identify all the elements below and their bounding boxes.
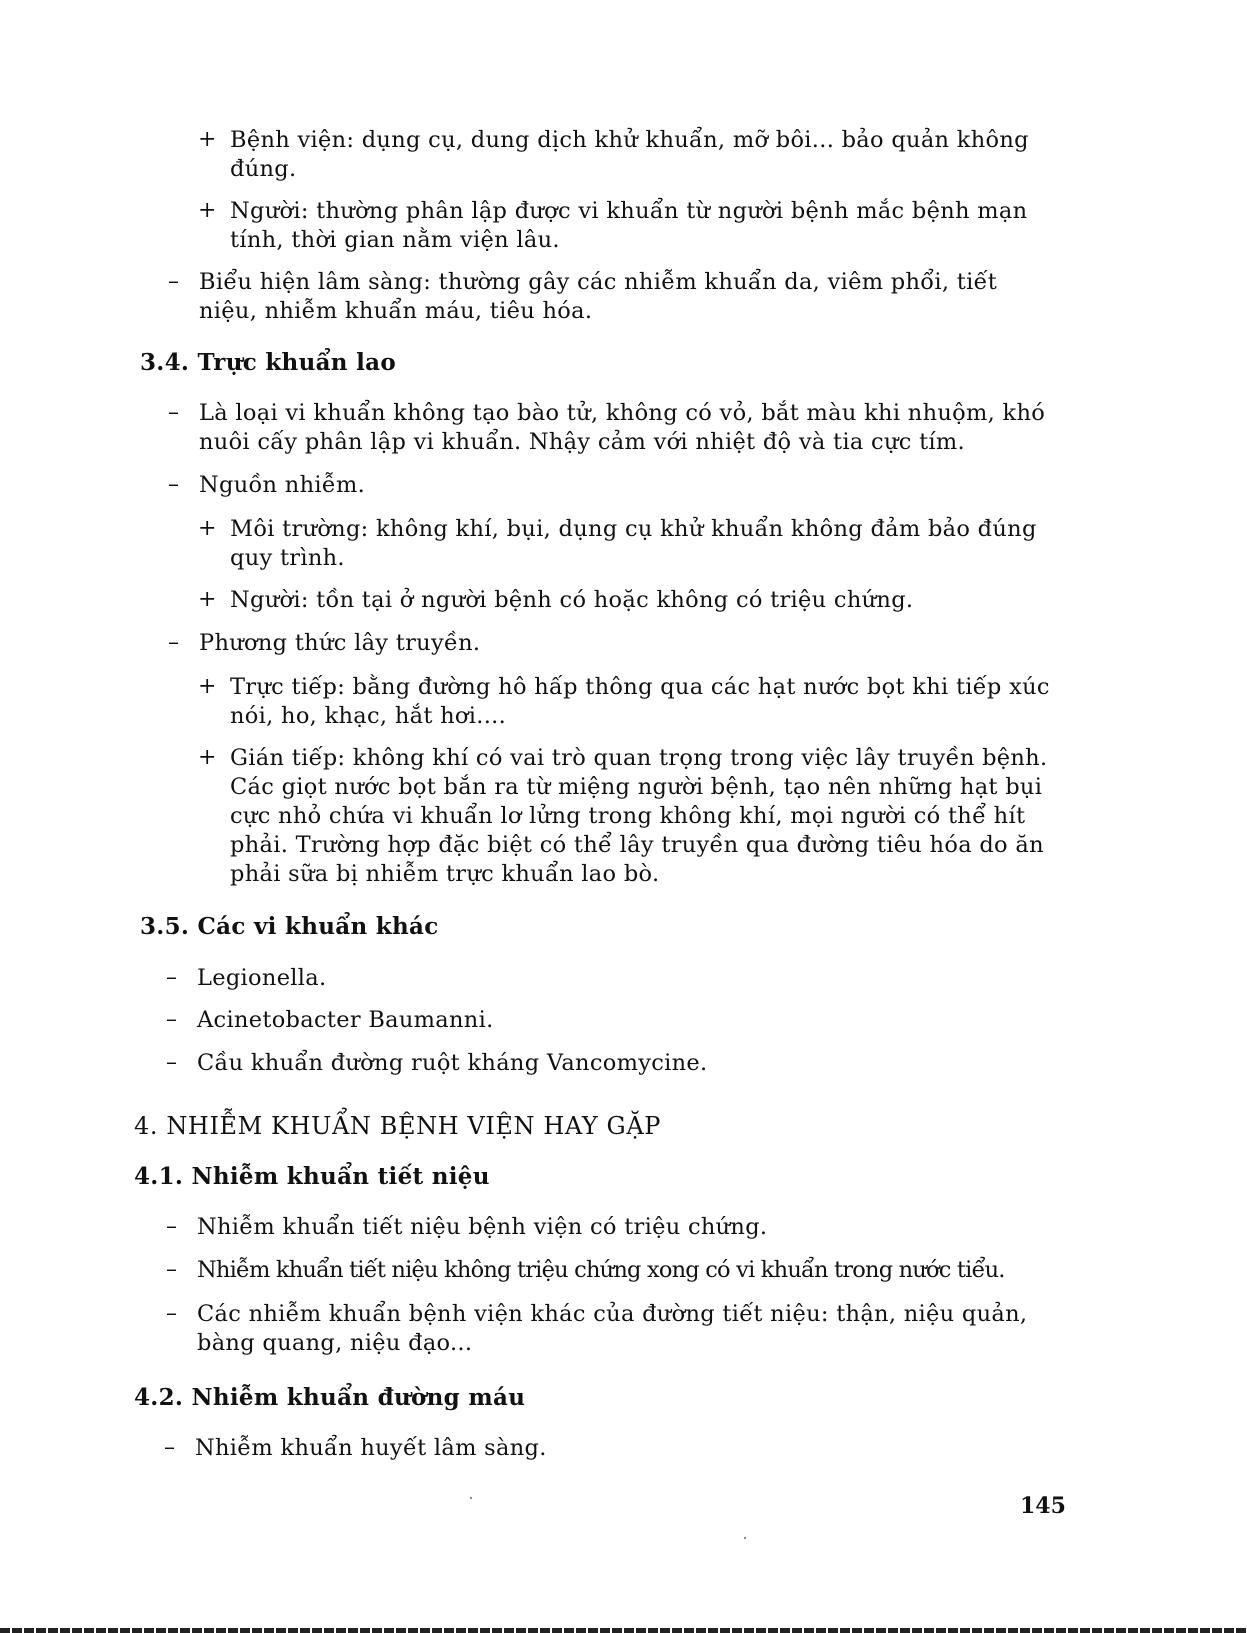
plus-marker: + xyxy=(198,198,217,223)
text-line: quy trình. xyxy=(230,545,345,571)
section-heading-4-1: 4.1. Nhiễm khuẩn tiết niệu xyxy=(134,1163,490,1190)
text-line: tính, thời gian nằm viện lâu. xyxy=(230,227,560,253)
dash-marker: – xyxy=(166,1214,177,1239)
text-line: Nhiễm khuẩn tiết niệu không triệu chứng xong có vi khuẩn trong nước tiểu. xyxy=(197,1257,1005,1283)
text-line: Nhiễm khuẩn tiết niệu bệnh viện có triệu chứng. xyxy=(197,1214,768,1240)
text-line: Môi trường: không khí, bụi, dụng cụ khử khuẩn không đảm bảo đúng xyxy=(230,516,1037,542)
dash-marker: – xyxy=(166,1007,177,1032)
text-line: niệu, nhiễm khuẩn máu, tiêu hóa. xyxy=(199,298,593,324)
text-line: cực nhỏ chứa vi khuẩn lơ lửng trong không khí, mọi người có thể hít xyxy=(230,803,1026,829)
text-line: Trực tiếp: bằng đường hô hấp thông qua các hạt nước bọt khi tiếp xúc xyxy=(230,674,1050,700)
plus-marker: + xyxy=(198,674,217,699)
text-line: Gián tiếp: không khí có vai trò quan trọng trong việc lây truyền bệnh. xyxy=(230,745,1048,771)
text-line: Nhiễm khuẩn huyết lâm sàng. xyxy=(195,1435,547,1461)
text-line: Là loại vi khuẩn không tạo bào tử, không có vỏ, bắt màu khi nhuộm, khó xyxy=(199,400,1046,426)
dash-marker: – xyxy=(168,269,179,294)
text-line: Biểu hiện lâm sàng: thường gây các nhiễm khuẩn da, viêm phổi, tiết xyxy=(199,269,998,295)
text-line: Acinetobacter Baumanni. xyxy=(197,1007,494,1033)
scan-speck xyxy=(470,1497,472,1499)
dash-marker: – xyxy=(166,1301,177,1326)
text-line: phải. Trường hợp đặc biệt có thể lây truyền qua đường tiêu hóa do ăn xyxy=(230,832,1044,858)
text-line: phải sữa bị nhiễm trực khuẩn lao bò. xyxy=(230,861,660,887)
plus-marker: + xyxy=(198,745,217,770)
dash-marker: – xyxy=(166,965,177,990)
dash-marker: – xyxy=(168,400,179,425)
plus-marker: + xyxy=(198,516,217,541)
text-line: Các giọt nước bọt bắn ra từ miệng người bệnh, tạo nên những hạt bụi xyxy=(230,774,1043,800)
section-heading-3-4: 3.4. Trực khuẩn lao xyxy=(140,349,397,376)
text-line: Cầu khuẩn đường ruột kháng Vancomycine. xyxy=(197,1050,708,1076)
page-number: 145 xyxy=(1020,1493,1066,1519)
scan-edge xyxy=(0,1628,1247,1633)
section-heading-4-2: 4.2. Nhiễm khuẩn đường máu xyxy=(134,1384,526,1411)
text-line: bàng quang, niệu đạo... xyxy=(197,1330,473,1356)
text-line: nói, ho, khạc, hắt hơi.... xyxy=(230,703,507,729)
text-line: Các nhiễm khuẩn bệnh viện khác của đường tiết niệu: thận, niệu quản, xyxy=(197,1301,1028,1327)
text-line: Phương thức lây truyền. xyxy=(199,630,481,656)
dash-marker: – xyxy=(168,630,179,655)
dash-marker: – xyxy=(168,472,179,497)
scan-speck xyxy=(744,1537,746,1539)
text-line: Người: thường phân lập được vi khuẩn từ người bệnh mắc bệnh mạn xyxy=(230,198,1028,224)
text-line: Legionella. xyxy=(197,965,327,991)
text-line: Người: tồn tại ở người bệnh có hoặc không có triệu chứng. xyxy=(230,587,914,613)
dash-marker: – xyxy=(166,1050,177,1075)
text-line: nuôi cấy phân lập vi khuẩn. Nhậy cảm với nhiệt độ và tia cực tím. xyxy=(199,429,966,455)
text-line: Bệnh viện: dụng cụ, dung dịch khử khuẩn, mỡ bôi... bảo quản không xyxy=(230,127,1029,153)
chapter-heading-4: 4. NHIỄM KHUẨN BỆNH VIỆN HAY GẶP xyxy=(134,1112,661,1140)
dash-marker: – xyxy=(166,1257,177,1282)
section-heading-3-5: 3.5. Các vi khuẩn khác xyxy=(140,913,439,940)
dash-marker: – xyxy=(164,1435,175,1460)
text-line: đúng. xyxy=(230,156,297,182)
text-line: Nguồn nhiễm. xyxy=(199,472,366,498)
plus-marker: + xyxy=(198,587,217,612)
plus-marker: + xyxy=(198,127,217,152)
